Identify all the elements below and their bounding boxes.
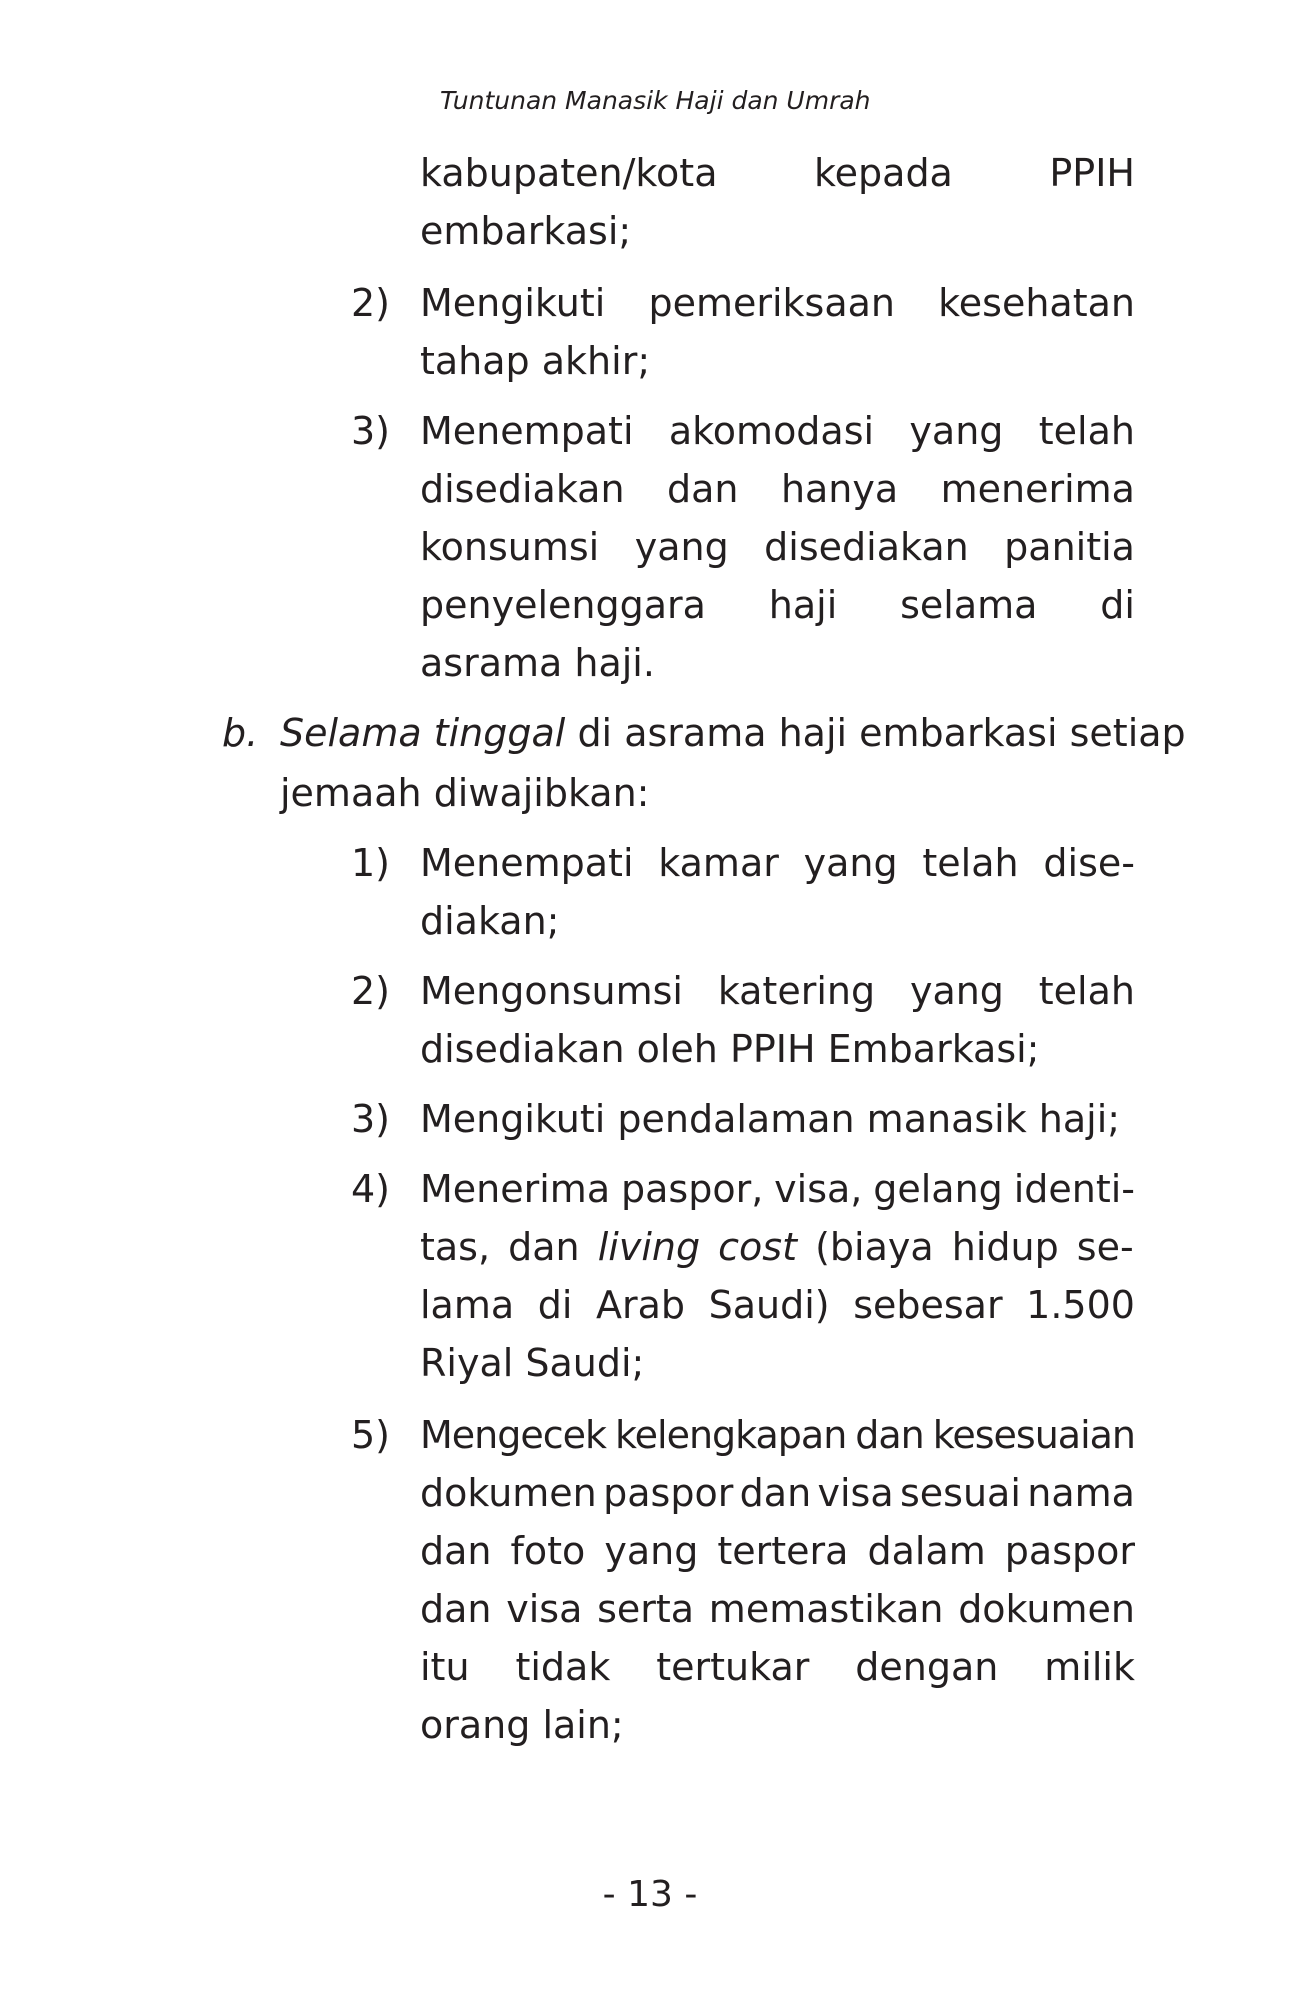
list-item-b5-line-1: Mengecek kelengkapan dan kesesuaian bbox=[420, 1413, 1135, 1457]
list-number: 2) bbox=[351, 969, 391, 1013]
section-b-intro-line-1 bbox=[280, 710, 1186, 756]
list-item-3-line-5: asrama haji. bbox=[420, 641, 655, 685]
list-item-b5-line-4: dan visa serta memastikan dokumen bbox=[420, 1587, 1135, 1631]
list-item-b4-line-1: Menerima paspor, visa, gelang identi- bbox=[420, 1167, 1135, 1211]
section-b-intro-line-2: jemaah diwajibkan: bbox=[280, 771, 650, 815]
running-header: Tuntunan Manasik Haji dan Umrah bbox=[440, 86, 871, 115]
list-number: 1) bbox=[351, 841, 391, 885]
list-number: 5) bbox=[351, 1413, 391, 1457]
living-cost-term: living cost bbox=[597, 1225, 798, 1269]
list-item-b2-line-2: disediakan oleh PPIH Embarkasi; bbox=[420, 1027, 1040, 1071]
list-number: 3) bbox=[351, 1097, 391, 1141]
section-letter: b. bbox=[222, 711, 259, 755]
list-item-2-line-1: Mengikuti pemeriksaan kesehatan bbox=[420, 281, 1135, 325]
list-item-b5-line-5: itu tidak tertukar dengan milik bbox=[420, 1645, 1135, 1689]
list-item-b3-line-1: Mengikuti pendalaman manasik haji; bbox=[420, 1097, 1121, 1141]
list-item-b1-line-2: diakan; bbox=[420, 899, 560, 943]
list-item-b5-line-2: dokumen paspor dan visa sesuai nama bbox=[420, 1471, 1135, 1515]
list-item-1-tail-line-2: embarkasi; bbox=[420, 209, 632, 253]
list-item-1-tail-line-1: kabupaten/kota kepada PPIH bbox=[420, 151, 1135, 195]
list-item-3-line-4: penyelenggara haji selama di bbox=[420, 583, 1135, 627]
list-item-b4-line-2: tas, dan living cost (biaya hidup se- bbox=[420, 1225, 1134, 1269]
list-item-b4-line-4: Riyal Saudi; bbox=[420, 1341, 645, 1385]
list-number: 4) bbox=[351, 1167, 391, 1211]
list-item-b4-line-3: lama di Arab Saudi) sebesar 1.500 bbox=[420, 1283, 1135, 1327]
page-number: - 13 - bbox=[602, 1874, 698, 1915]
list-item-b5-line-3: dan foto yang tertera dalam paspor bbox=[420, 1529, 1135, 1573]
list-item-2-line-2: tahap akhir; bbox=[420, 339, 651, 383]
list-item-3-line-1: Menempati akomodasi yang telah bbox=[420, 409, 1135, 453]
list-item-b2-line-1: Mengonsumsi katering yang telah bbox=[420, 969, 1135, 1013]
section-b-intro-italic: Selama tinggal bbox=[280, 711, 566, 755]
list-number: 3) bbox=[351, 409, 391, 453]
list-number: 2) bbox=[351, 281, 391, 325]
list-item-b1-line-1: Menempati kamar yang telah dise- bbox=[420, 841, 1135, 885]
list-item-3-line-3: konsumsi yang disediakan panitia bbox=[420, 525, 1135, 569]
list-item-3-line-2: disediakan dan hanya menerima bbox=[420, 467, 1135, 511]
section-b-intro-rest: di asrama haji embarkasi setiap bbox=[565, 711, 1186, 755]
list-item-b5-line-6: orang lain; bbox=[420, 1703, 624, 1747]
